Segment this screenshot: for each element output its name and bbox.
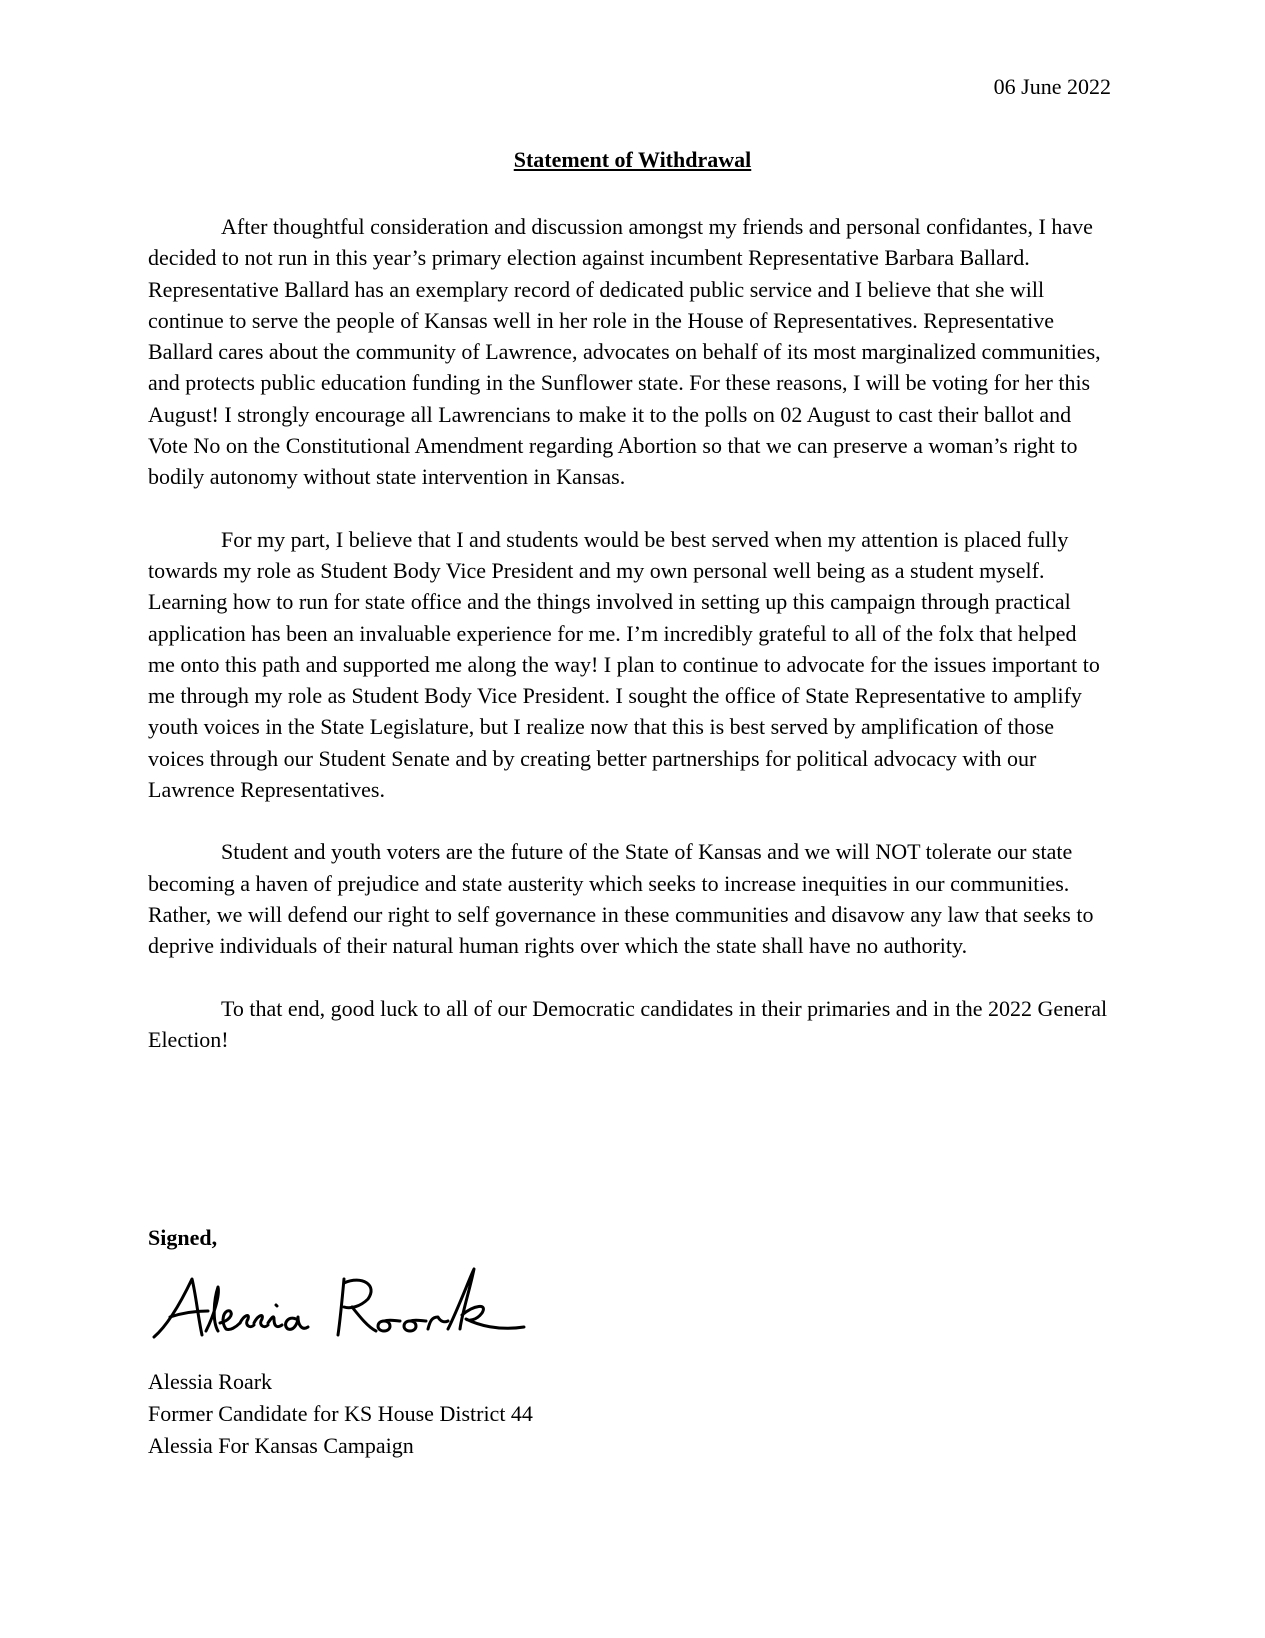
body-paragraph: To that end, good luck to all of our Democratic candidates in their primaries and in the 2022 General Election!	[148, 995, 1108, 1052]
letter-date: 06 June 2022	[993, 74, 1111, 99]
handwritten-signature	[148, 1265, 548, 1365]
body-paragraph: After thoughtful consideration and discussion amongst my friends and personal confidantes, I have decided to not run in this year’s primary election against incumbent Representative Barbara Ballard. Representative Ballard has an exemplary record of dedicated public service and I believe that she will continue to serve the people of Kansas well in her role in the House of Representatives. Representative Ballard cares about the community of Lawrence, advocates on behalf of its most marginalized communities, and protects public education funding in the Sunflower state. For these reasons, I will be voting for her this August! I strongly encourage all Lawrencians to make it to the polls on 02 August to cast their ballot and Vote No on the Constitutional Amendment regarding Abortion so that we can preserve a woman’s right to bodily autonomy without state intervention in Kansas.	[148, 214, 1101, 490]
body-paragraph: For my part, I believe that I and students would be best served when my attention is placed fully towards my role as Student Body Vice President and my own personal well being as a student myself. Learning how to run for state office and the things involved in setting up this campaign through practical application has been an invaluable experience for me. I’m incredibly grateful to all of the folx that helped me onto this path and supported me along the way! I plan to continue to advocate for the issues important to me through my role as Student Body Vice President. I sought the office of State Representative to amplify youth voices in the State Legislature, but I realize now that this is best served by amplification of those voices through our Student Senate and by creating better partnerships for political advocacy with our Lawrence Representatives.	[148, 526, 1100, 803]
letter-body	[148, 211, 1108, 1086]
signer-organization: Alessia For Kansas Campaign	[148, 1433, 414, 1458]
signed-label: Signed,	[148, 1225, 218, 1250]
signature-block	[148, 1366, 533, 1462]
signer-position: Former Candidate for KS House District 44	[148, 1401, 533, 1426]
document-title: Statement of Withdrawal	[513, 147, 752, 172]
signer-name: Alessia Roark	[148, 1369, 273, 1394]
body-paragraph: Student and youth voters are the future of the State of Kansas and we will NOT tolerate our state becoming a haven of prejudice and state austerity which seeks to increase inequities in our communities. Rather, we will defend our right to self governance in these communities and disavow any law that seeks to deprive individuals of their natural human rights over which the state shall have no authority.	[148, 839, 1094, 959]
